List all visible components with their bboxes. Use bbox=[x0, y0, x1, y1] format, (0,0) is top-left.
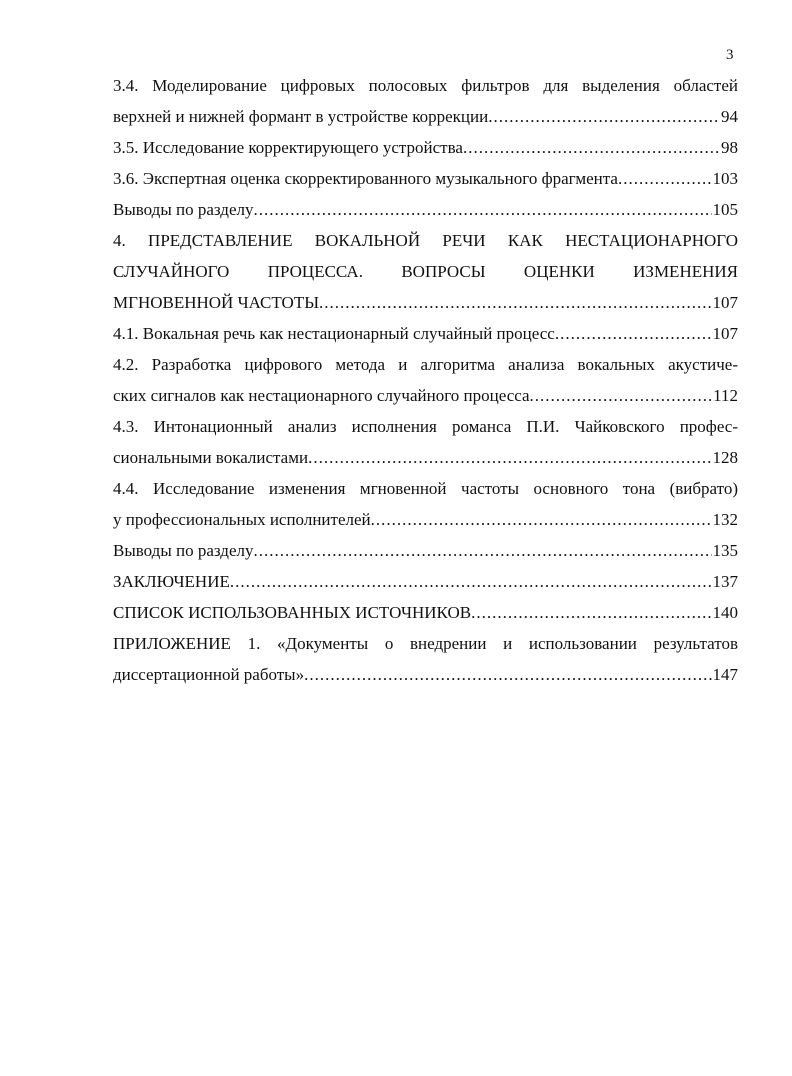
dot-leader bbox=[618, 163, 712, 194]
toc-entry bbox=[113, 163, 738, 194]
toc-entry-leader-line bbox=[113, 194, 738, 225]
toc-entry-title: ских сигналов как нестационарного случайного процесса bbox=[113, 386, 530, 405]
toc-entry-line: СЛУЧАЙНОГО ПРОЦЕССА. ВОПРОСЫ ОЦЕНКИ ИЗМЕНЕНИЯ bbox=[113, 262, 738, 281]
toc-entry-title: 4.1. Вокальная речь как нестационарный случайный процесс bbox=[113, 324, 555, 343]
toc-entry bbox=[113, 225, 738, 318]
toc-entry bbox=[113, 132, 738, 163]
toc-entry bbox=[113, 473, 738, 535]
toc-entry-line: ПРИЛОЖЕНИЕ 1. «Документы о внедрении и использовании результатов bbox=[113, 634, 738, 653]
toc-entry-page-number: 132 bbox=[712, 510, 738, 529]
toc-entry-line: 4. ПРЕДСТАВЛЕНИЕ ВОКАЛЬНОЙ РЕЧИ КАК НЕСТАЦИОНАРНОГО bbox=[113, 231, 738, 250]
dot-leader bbox=[304, 659, 711, 690]
toc-entry-line: 3.4. Моделирование цифровых полосовых фильтров для выделения областей bbox=[113, 76, 738, 95]
dot-leader bbox=[471, 597, 711, 628]
toc-entry bbox=[113, 566, 738, 597]
dot-leader bbox=[555, 318, 712, 349]
toc-entry-page-number: 103 bbox=[712, 169, 738, 188]
toc-entry-leader-line bbox=[113, 659, 738, 690]
toc-entry-title: сиональными вокалистами bbox=[113, 448, 309, 467]
dot-leader bbox=[253, 535, 711, 566]
toc-entry-page-number: 112 bbox=[713, 386, 738, 405]
toc-entry-leader-line bbox=[113, 566, 738, 597]
toc-entry bbox=[113, 597, 738, 628]
dot-leader bbox=[488, 101, 720, 132]
toc-entry-title: Выводы по разделу bbox=[113, 200, 254, 219]
toc-entry-line: 4.2. Разработка цифрового метода и алгоритма анализа вокальных акустиче- bbox=[113, 355, 738, 374]
toc-entry-leader-line bbox=[113, 504, 738, 535]
toc-entry-leader-line bbox=[113, 101, 738, 132]
toc-entry-line: 4.4. Исследование изменения мгновенной частоты основного тона (вибрато) bbox=[113, 479, 738, 498]
toc-entry-line: 4.3. Интонационный анализ исполнения романса П.И. Чайковского профес- bbox=[113, 417, 738, 436]
table-of-contents bbox=[113, 70, 738, 690]
toc-entry-title: у профессиональных исполнителей bbox=[113, 510, 371, 529]
toc-entry-leader-line bbox=[113, 132, 738, 163]
toc-entry bbox=[113, 349, 738, 411]
dot-leader bbox=[530, 380, 713, 411]
toc-entry-page-number: 105 bbox=[712, 200, 738, 219]
toc-entry-page-number: 140 bbox=[712, 603, 738, 622]
toc-entry-title: 3.6. Экспертная оценка скорректированного музыкального фрагмента bbox=[113, 169, 618, 188]
page-number: 3 bbox=[726, 47, 734, 63]
toc-entry-leader-line bbox=[113, 163, 738, 194]
toc-entry-page-number: 147 bbox=[712, 665, 738, 684]
toc-entry bbox=[113, 194, 738, 225]
toc-entry-page-number: 107 bbox=[712, 293, 738, 312]
toc-entry-title: верхней и нижней формант в устройстве коррекции bbox=[113, 107, 489, 126]
toc-entry-title: СПИСОК ИСПОЛЬЗОВАННЫХ ИСТОЧНИКОВ bbox=[113, 603, 472, 622]
toc-entry-leader-line bbox=[113, 442, 738, 473]
dot-leader bbox=[253, 194, 711, 225]
dot-leader bbox=[230, 566, 712, 597]
toc-entry bbox=[113, 411, 738, 473]
dot-leader bbox=[371, 504, 712, 535]
toc-entry bbox=[113, 628, 738, 690]
toc-entry-title: 3.5. Исследование корректирующего устройства bbox=[113, 138, 463, 157]
toc-entry-title: диссертационной работы» bbox=[113, 665, 305, 684]
toc-entry-page-number: 107 bbox=[712, 324, 738, 343]
toc-entry-page-number: 128 bbox=[712, 448, 738, 467]
toc-entry-page-number: 137 bbox=[712, 572, 738, 591]
toc-entry-title: Выводы по разделу bbox=[113, 541, 254, 560]
toc-entry bbox=[113, 535, 738, 566]
toc-entry-leader-line bbox=[113, 535, 738, 566]
dot-leader bbox=[308, 442, 711, 473]
toc-entry-page-number: 98 bbox=[721, 138, 738, 157]
toc-entry bbox=[113, 70, 738, 132]
toc-entry-page-number: 94 bbox=[721, 107, 738, 126]
toc-entry-leader-line bbox=[113, 380, 738, 411]
dot-leader bbox=[463, 132, 720, 163]
toc-entry-leader-line bbox=[113, 597, 738, 628]
dot-leader bbox=[319, 287, 711, 318]
toc-entry-title: ЗАКЛЮЧЕНИЕ bbox=[113, 572, 230, 591]
toc-entry-leader-line bbox=[113, 287, 738, 318]
toc-entry bbox=[113, 318, 738, 349]
toc-entry-page-number: 135 bbox=[712, 541, 738, 560]
toc-entry-leader-line bbox=[113, 318, 738, 349]
toc-entry-title: МГНОВЕННОЙ ЧАСТОТЫ bbox=[113, 293, 320, 312]
